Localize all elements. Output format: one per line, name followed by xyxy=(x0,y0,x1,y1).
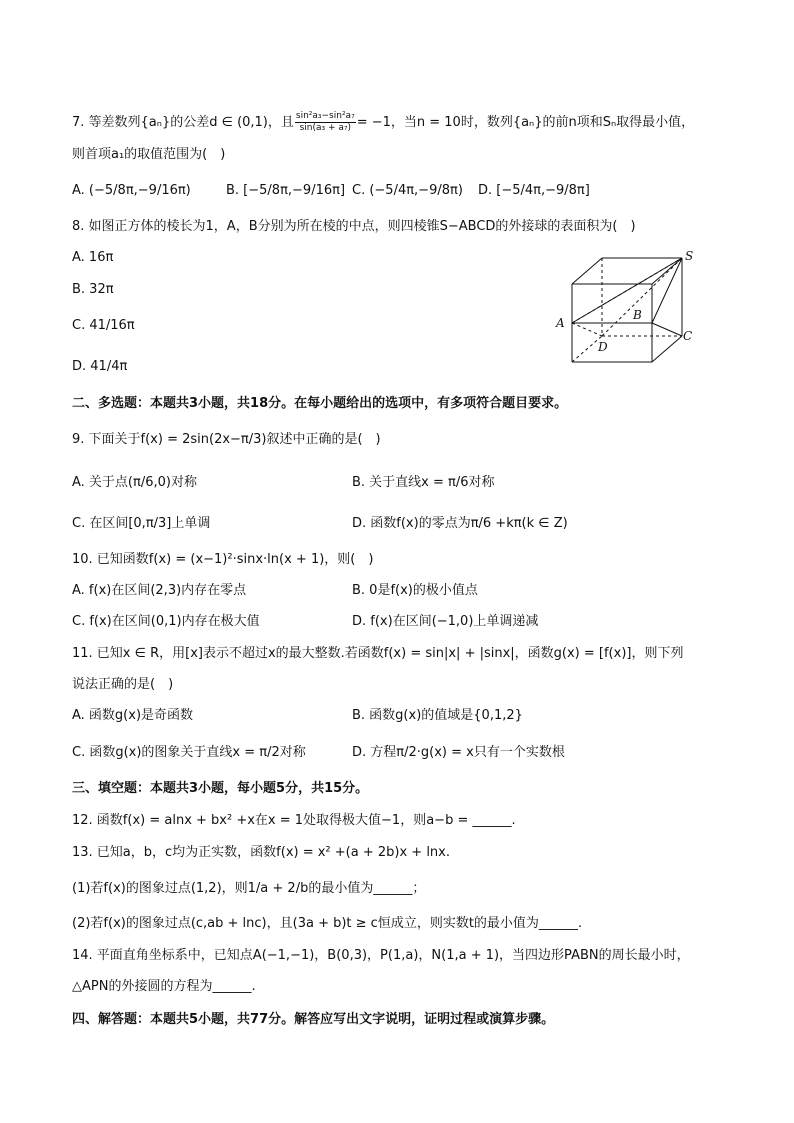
figure-label-b: B xyxy=(633,308,642,322)
q7-fraction-numerator: sin²a₃−sin²a₇ xyxy=(295,111,355,121)
section-3-heading: 三、填空题：本题共3小题，每小题5分，共15分。 xyxy=(72,781,369,796)
figure-label-d: D xyxy=(598,340,608,354)
q10-option-b: B. 0是f(x)的极小值点 xyxy=(352,583,478,598)
section-4-heading: 四、解答题：本题共5小题，共77分。解答应写出文字说明，证明过程或演算步骤。 xyxy=(72,1012,555,1027)
q14-line1: 14. 平面直角坐标系中，已知点A(−1,−1)，B(0,3)，P(1,a)，N(1,a + 1)，当四边形PABN的周长最小时， xyxy=(72,948,690,963)
q7-text-b: = −1，当n = 10时，数列{aₙ}的前n项和Sₙ取得最小值， xyxy=(356,115,695,130)
q7-option-a: A. (−5/8π,−9/16π) xyxy=(72,183,191,198)
q9-option-a: A. 关于点(π/6,0)对称 xyxy=(72,475,197,490)
q7-fraction xyxy=(295,111,356,134)
q14-line2: △APN的外接圆的方程为______. xyxy=(72,979,256,994)
section-2-heading: 二、多选题：本题共3小题，共18分。在每小题给出的选项中，有多项符合题目要求。 xyxy=(72,396,568,411)
q12-stem: 12. 函数f(x) = alnx + bx² +x在x = 1处取得极大值−1，则a−b = ______. xyxy=(72,813,516,828)
q8-option-d: D. 41/4π xyxy=(72,359,128,374)
figure-label-a: A xyxy=(556,316,565,330)
q11-option-b: B. 函数g(x)的值域是{0,1,2} xyxy=(352,708,523,723)
figure-label-c: C xyxy=(683,329,693,343)
q9-option-d: D. 函数f(x)的零点为π/6 +kπ(k ∈ Z) xyxy=(352,516,568,531)
q7-text-a: 7. 等差数列{aₙ}的公差d ∈ (0,1)，且 xyxy=(72,115,294,130)
q10-option-a: A. f(x)在区间(2,3)内存在零点 xyxy=(72,583,247,598)
cube-figure xyxy=(548,246,708,370)
q9-option-c: C. 在区间[0,π/3]上单调 xyxy=(72,516,211,531)
q8-stem: 8. 如图正方体的棱长为1，A，B分别为所在棱的中点，则四棱锥S−ABCD的外接球的表面积为( ) xyxy=(72,219,636,234)
q10-option-c: C. f(x)在区间(0,1)内存在极大值 xyxy=(72,614,260,629)
q11-option-d: D. 方程π/2·g(x) = x只有一个实数根 xyxy=(352,745,565,760)
q8-option-c: C. 41/16π xyxy=(72,318,135,333)
q8-option-a: A. 16π xyxy=(72,250,114,265)
q7-option-b: B. [−5/8π,−9/16π] xyxy=(226,183,346,198)
q13-part1: (1)若f(x)的图象过点(1,2)，则1/a + 2/b的最小值为______； xyxy=(72,881,426,896)
q7-line1 xyxy=(72,111,694,134)
q11-option-c: C. 函数g(x)的图象关于直线x = π/2对称 xyxy=(72,745,306,760)
q7-line2: 则首项a₁的取值范围为( ) xyxy=(72,147,226,162)
q11-line1: 11. 已知x ∈ R，用[x]表示不超过x的最大整数.若函数f(x) = sin|x| + |sinx|，函数g(x) = [f(x)]，则下列 xyxy=(72,646,684,661)
q8-option-b: B. 32π xyxy=(72,282,114,297)
q11-option-a: A. 函数g(x)是奇函数 xyxy=(72,708,194,723)
q10-option-d: D. f(x)在区间(−1,0)上单调递减 xyxy=(352,614,539,629)
figure-label-s: S xyxy=(685,249,694,263)
q13-part2: (2)若f(x)的图象过点(c,ab + lnc)，且(3a + b)t ≥ c恒成立，则实数t的最小值为______. xyxy=(72,916,583,931)
q7-option-c: C. (−5/4π,−9/8π) xyxy=(352,183,463,198)
q9-option-b: B. 关于直线x = π/6对称 xyxy=(352,475,495,490)
q13-stem: 13. 已知a，b，c均为正实数，函数f(x) = x² +(a + 2b)x + lnx. xyxy=(72,845,450,860)
q11-line2: 说法正确的是( ) xyxy=(72,677,174,692)
q7-fraction-denominator: sin(a₃ + a₇) xyxy=(299,123,351,133)
q7-option-d: D. [−5/4π,−9/8π] xyxy=(478,183,590,198)
q10-stem: 10. 已知函数f(x) = (x−1)²·sinx·ln(x + 1)，则( ) xyxy=(72,552,374,567)
q9-stem: 9. 下面关于f(x) = 2sin(2x−π/3)叙述中正确的是( ) xyxy=(72,432,381,447)
